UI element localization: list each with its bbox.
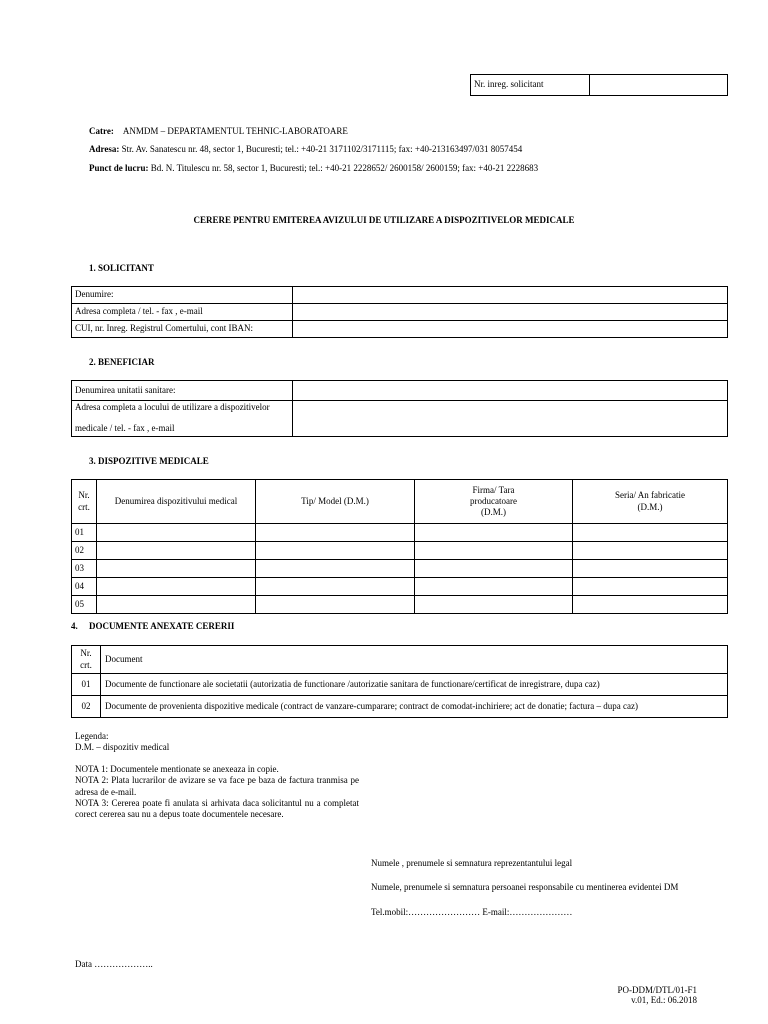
section-4-title <box>71 621 234 632</box>
devices-header-serial-line2: (D.M.) <box>637 501 663 512</box>
section-1-title: 1. SOLICITANT <box>89 263 154 273</box>
applicant-name-field[interactable] <box>293 287 728 304</box>
device-row <box>72 524 728 542</box>
device-manufacturer-field[interactable] <box>415 596 573 614</box>
device-row-number: 04 <box>72 578 97 596</box>
device-type-field[interactable] <box>256 542 415 560</box>
document-row-number: 02 <box>72 696 101 718</box>
devices-header-manufacturer <box>415 480 573 524</box>
device-row <box>72 578 728 596</box>
address-line <box>89 144 522 155</box>
devices-header-name: Denumirea dispozitivului medical <box>97 480 256 524</box>
devices-header-nr <box>72 480 97 524</box>
form-code <box>617 985 697 1006</box>
section-2-title: 2. BENEFICIAR <box>89 357 155 367</box>
device-serial-field[interactable] <box>573 524 728 542</box>
signature-legal-rep: Numele , prenumele si semnatura reprezentantului legal <box>371 858 573 868</box>
devices-table <box>71 479 728 614</box>
document-row-text: Documente de functionare ale societatii (autorizatia de functionare /autorizatie sanitara de functionare/certificat de inregistrare, dupa caz) <box>101 674 728 696</box>
signature-responsible: Numele, prenumele si semnatura persoanei responsabile cu mentinerea evidentei DM <box>371 882 679 892</box>
devices-header-nr-line1: Nr. <box>78 490 90 501</box>
address-value: Str. Av. Sanatescu nr. 48, sector 1, Bucuresti; tel.: +40-21 3171102/3171115; fax: +40-213163497/031 8057454 <box>121 144 523 154</box>
device-row-number: 02 <box>72 542 97 560</box>
documents-header-nr-line1: Nr. <box>80 648 92 659</box>
applicant-address-label: Adresa completa / tel. - fax , e-mail <box>72 304 293 321</box>
device-serial-field[interactable] <box>573 578 728 596</box>
notes <box>75 764 359 820</box>
recipient-line <box>89 126 348 137</box>
applicant-cui-field[interactable] <box>293 321 728 338</box>
form-code-line1: PO-DDM/DTL/01-F1 <box>617 985 697 995</box>
documents-header-nr <box>72 646 101 674</box>
workpoint-line <box>89 163 538 174</box>
device-serial-field[interactable] <box>573 542 728 560</box>
device-manufacturer-field[interactable] <box>415 542 573 560</box>
device-type-field[interactable] <box>256 560 415 578</box>
devices-header-serial <box>573 480 728 524</box>
device-name-field[interactable] <box>97 560 256 578</box>
documents-header-nr-line2: crt. <box>80 659 92 670</box>
device-type-field[interactable] <box>256 524 415 542</box>
workpoint-label: Punct de lucru: <box>89 163 149 173</box>
document-row-number: 01 <box>72 674 101 696</box>
applicant-table <box>71 286 728 338</box>
devices-header-manufacturer-line1: Firma/ Tara <box>472 484 515 495</box>
legend-title: Legenda: <box>75 731 109 741</box>
applicant-address-field[interactable] <box>293 304 728 321</box>
device-name-field[interactable] <box>97 542 256 560</box>
registration-table <box>470 74 728 96</box>
form-code-line2: v.01, Ed.: 06.2018 <box>631 995 697 1006</box>
devices-header-manufacturer-line2: producatoare <box>470 495 517 506</box>
registration-label: Nr. inreg. solicitant <box>471 75 590 96</box>
device-serial-field[interactable] <box>573 560 728 578</box>
device-manufacturer-field[interactable] <box>415 560 573 578</box>
legend-dm: D.M. – dispozitiv medical <box>75 742 170 753</box>
applicant-cui-label: CUI, nr. Inreg. Registrul Comertului, cont IBAN: <box>72 321 293 338</box>
note-3: NOTA 3: Cererea poate fi anulata si arhivata daca solicitantul nu a completat corect cererea sau nu a depus toate documentele necesare. <box>75 797 359 819</box>
beneficiary-address-label-line2: medicale / tel. - fax , e-mail <box>75 423 175 434</box>
device-row <box>72 596 728 614</box>
section-4-label: DOCUMENTE ANEXATE CERERII <box>89 621 235 631</box>
note-1: NOTA 1: Documentele mentionate se anexeaza in copie. <box>75 764 279 774</box>
devices-header-manufacturer-line3: (D.M.) <box>481 507 506 518</box>
device-row <box>72 560 728 578</box>
recipient-value: ANMDM – DEPARTAMENTUL TEHNIC-LABORATOARE <box>122 126 348 136</box>
device-manufacturer-field[interactable] <box>415 578 573 596</box>
device-type-field[interactable] <box>256 578 415 596</box>
workpoint-value: Bd. N. Titulescu nr. 58, sector 1, Bucuresti; tel.: +40-21 2228652/ 2600158/ 2600159; fax: +40-21 2228683 <box>150 163 539 173</box>
device-row-number: 03 <box>72 560 97 578</box>
devices-header-nr-line2: crt. <box>78 501 90 512</box>
beneficiary-address-label-line1: Adresa completa a locului de utilizare a dispozitivelor <box>75 402 270 412</box>
section-4-number: 4. <box>71 621 78 631</box>
device-serial-field[interactable] <box>573 596 728 614</box>
device-name-field[interactable] <box>97 524 256 542</box>
device-row <box>72 542 728 560</box>
device-name-field[interactable] <box>97 578 256 596</box>
contact-line: Tel.mobil:…………………… E-mail:………………… <box>371 907 573 917</box>
legend <box>75 731 359 754</box>
device-manufacturer-field[interactable] <box>415 524 573 542</box>
document-row <box>72 674 728 696</box>
section-3-title: 3. DISPOZITIVE MEDICALE <box>89 456 209 466</box>
beneficiary-table <box>71 380 728 437</box>
device-row-number: 01 <box>72 524 97 542</box>
document-row <box>72 696 728 718</box>
documents-header-document: Document <box>101 646 728 674</box>
beneficiary-address-label <box>72 401 293 437</box>
recipient-label: Catre: <box>89 126 114 136</box>
applicant-name-label: Denumire: <box>72 287 293 304</box>
document-row-text: Documente de provenienta dispozitive medicale (contract de vanzare-cumparare; contract de comodat-inchiriere; act de donatie; factura – dupa caz) <box>101 696 728 718</box>
document-title: CERERE PENTRU EMITEREA AVIZULUI DE UTILIZARE A DISPOZITIVELOR MEDICALE <box>193 215 575 225</box>
beneficiary-address-field[interactable] <box>293 401 728 437</box>
devices-header-serial-line1: Seria/ An fabricatie <box>615 490 685 501</box>
devices-header-type: Tip/ Model (D.M.) <box>256 480 415 524</box>
date-line: Data ……………….. <box>75 959 153 969</box>
device-name-field[interactable] <box>97 596 256 614</box>
beneficiary-unit-field[interactable] <box>293 381 728 401</box>
note-2: NOTA 2: Plata lucrarilor de avizare se va face pe baza de factura tranmisa pe adresa de e-mail. <box>75 775 359 797</box>
documents-table <box>71 645 728 718</box>
device-row-number: 05 <box>72 596 97 614</box>
registration-value-field[interactable] <box>590 75 728 96</box>
address-label: Adresa: <box>89 144 120 154</box>
beneficiary-unit-label: Denumirea unitatii sanitare: <box>72 381 293 401</box>
device-type-field[interactable] <box>256 596 415 614</box>
